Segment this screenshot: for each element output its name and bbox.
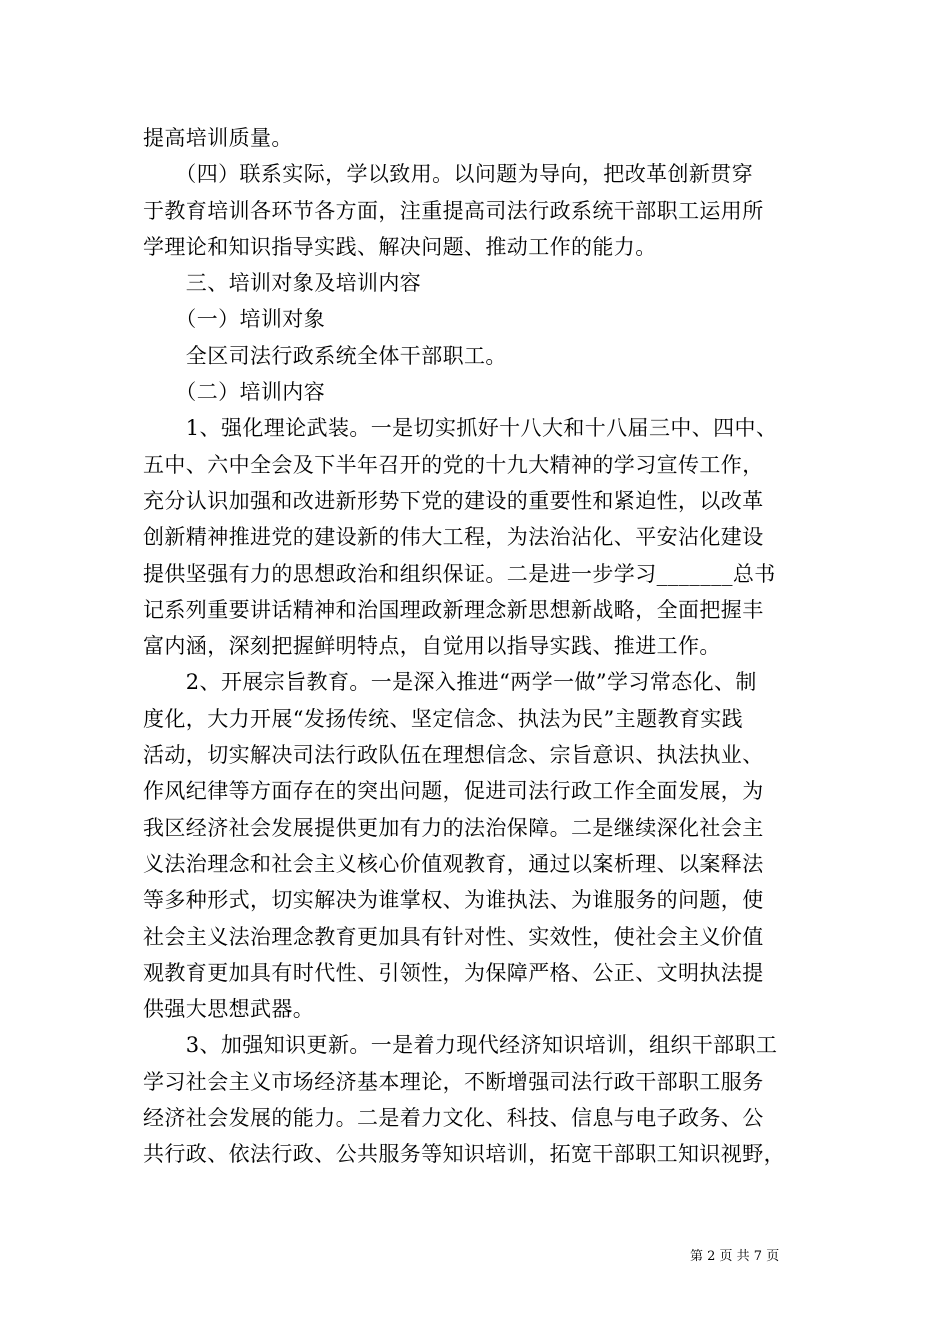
page-number-footer: 第 2 页 共 7 页 [690, 1249, 780, 1264]
text-line: 提高培训质量。 [143, 126, 293, 150]
subsection-heading: （一）培训对象 [143, 307, 326, 332]
text-line: 等多种形式，切实解决为谁掌权、为谁执法、为谁服务的问题，使 [143, 888, 764, 913]
text-line: 2、开展宗旨教育。一是深入推进“两学一做”学习常态化、制 [143, 670, 757, 695]
text-line: 于教育培训各环节各方面，注重提高司法行政系统干部职工运用所 [143, 198, 764, 223]
text-line: 作风纪律等方面存在的突出问题，促进司法行政工作全面发展，为 [143, 779, 764, 804]
text-line: 创新精神推进党的建设新的伟大工程，为法治沾化、平安沾化建设 [143, 525, 764, 550]
text-line: 记系列重要讲话精神和治国理政新理念新思想新战略，全面把握丰 [143, 597, 764, 622]
subsection-heading: （二）培训内容 [143, 380, 326, 405]
text-line: 提供坚强有力的思想政治和组织保证。二是进一步学习_______总书 [143, 561, 776, 586]
text-line: 活动，切实解决司法行政队伍在理想信念、宗旨意识、执法执业、 [143, 743, 764, 768]
text-line: 3、加强知识更新。一是着力现代经济知识培训，组织干部职工 [143, 1033, 778, 1058]
text-line: 富内涵，深刻把握鲜明特点，自觉用以指导实践、推进工作。 [143, 634, 721, 659]
text-line: 经济社会发展的能力。二是着力文化、科技、信息与电子政务、公 [143, 1106, 764, 1131]
text-line: 学习社会主义市场经济基本理论，不断增强司法行政干部职工服务 [143, 1069, 764, 1094]
text-line: 五中、六中全会及下半年召开的党的十九大精神的学习宣传工作， [143, 452, 764, 477]
text-line: 观教育更加具有时代性、引领性，为保障严格、公正、文明执法提 [143, 960, 764, 985]
text-line: 充分认识加强和改进新形势下党的建设的重要性和紧迫性，以改革 [143, 488, 764, 513]
text-line: 我区经济社会发展提供更加有力的法治保障。二是继续深化社会主 [143, 815, 764, 840]
document-body [143, 120, 823, 1173]
text-line: 社会主义法治理念教育更加具有针对性、实效性，使社会主义价值 [143, 924, 764, 949]
text-line: 度化，大力开展“发扬传统、坚定信念、执法为民”主题教育实践 [143, 706, 744, 731]
text-line: 全区司法行政系统全体干部职工。 [143, 343, 507, 368]
text-line: 供强大思想武器。 [143, 997, 315, 1022]
text-line: 共行政、依法行政、公共服务等知识培训，拓宽干部职工知识视野， [143, 1142, 785, 1167]
text-line: 1、强化理论武装。一是切实抓好十八大和十八届三中、四中、 [143, 416, 778, 441]
text-line: （四）联系实际，学以致用。以问题为导向，把改革创新贯穿 [143, 162, 754, 187]
section-heading: 三、培训对象及培训内容 [143, 271, 422, 296]
text-line: 学理论和知识指导实践、解决问题、推动工作的能力。 [143, 234, 657, 259]
text-line: 义法治理念和社会主义核心价值观教育，通过以案析理、以案释法 [143, 851, 764, 876]
